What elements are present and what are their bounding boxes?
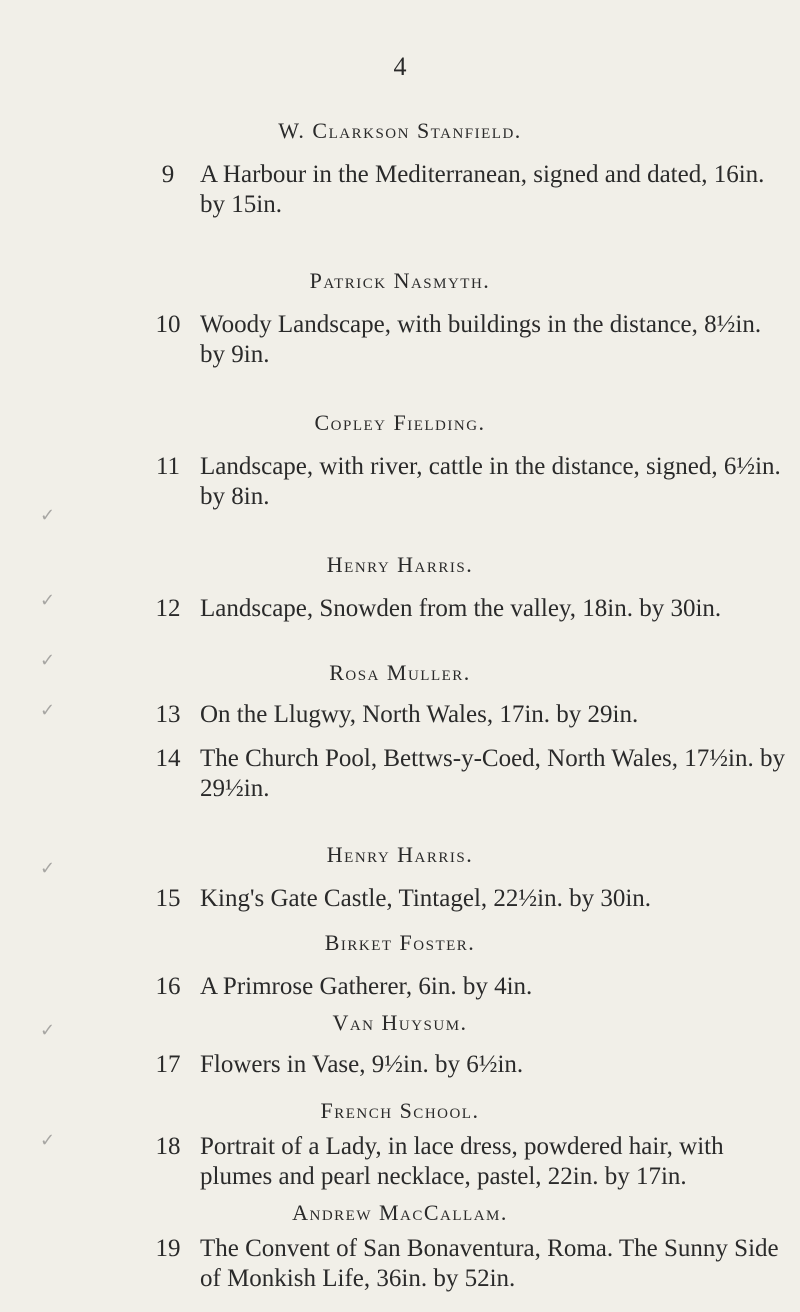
lot-description: Portrait of a Lady, in lace dress, powdered hair, with plumes and pearl necklace, pastel, 22in. by 17in. [200,1133,724,1190]
lot-number: 16 [155,973,181,1000]
lot-number: 19 [155,1235,181,1262]
artist-heading: Van Huysum. [332,1010,468,1035]
artist-heading: W. Clarkson Stanfield. [278,118,522,143]
lot-entry [155,1050,790,1080]
artist-heading: Copley Fielding. [314,410,486,435]
lot-number: 12 [155,595,181,622]
pencil-mark: ✓ [40,858,56,879]
lot-number: 14 [155,745,181,772]
artist-heading: French School. [320,1098,480,1123]
lot-description: Flowers in Vase, 9½in. by 6½in. [200,1051,524,1078]
lot-description: A Primrose Gatherer, 6in. by 4in. [200,973,533,1000]
lot-description: Landscape, with river, cattle in the distance, signed, 6½in. by 8in. [200,453,781,510]
lot-entry [155,744,790,804]
lot-entry [155,1132,790,1192]
lot-entry [155,884,790,914]
lot-entry [155,1234,790,1294]
pencil-mark: ✓ [40,700,56,721]
lot-entry [161,160,790,220]
pencil-mark: ✓ [40,1130,56,1151]
lot-number: 9 [161,161,175,188]
lot-description: The Church Pool, Bettws-y-Coed, North Wales, 17½in. by 29½in. [200,745,785,802]
page-number: 4 [393,52,407,81]
lot-description: The Convent of San Bonaventura, Roma. The Sunny Side of Monkish Life, 36in. by 52in. [200,1235,779,1292]
lot-description: Woody Landscape, with buildings in the distance, 8½in. by 9in. [200,311,762,368]
lot-description: On the Llugwy, North Wales, 17in. by 29in. [200,701,639,728]
artist-heading: Birket Foster. [324,930,476,955]
lot-entry [155,700,790,730]
lot-number: 13 [155,701,181,728]
lot-number: 15 [155,885,181,912]
lot-entry [155,310,790,370]
artist-heading: Rosa Muller. [329,660,471,685]
pencil-mark: ✓ [40,505,56,526]
artist-heading: Andrew MacCallam. [292,1200,508,1225]
lot-entry [155,594,790,624]
lot-number: 10 [155,311,181,338]
lot-entry [155,452,790,512]
lot-description: Landscape, Snowden from the valley, 18in. by 30in. [200,595,722,622]
pencil-mark: ✓ [40,1020,56,1041]
lot-number: 11 [155,453,181,480]
pencil-mark: ✓ [40,650,56,671]
lot-entry [155,972,790,1002]
lot-number: 18 [155,1133,181,1160]
artist-heading: Henry Harris. [326,552,474,577]
artist-heading: Patrick Nasmyth. [309,268,491,293]
lot-description: A Harbour in the Mediterranean, signed and dated, 16in. by 15in. [200,161,765,218]
pencil-mark: ✓ [40,590,56,611]
lot-description: King's Gate Castle, Tintagel, 22½in. by 30in. [200,885,652,912]
lot-number: 17 [155,1051,181,1078]
artist-heading: Henry Harris. [326,842,474,867]
